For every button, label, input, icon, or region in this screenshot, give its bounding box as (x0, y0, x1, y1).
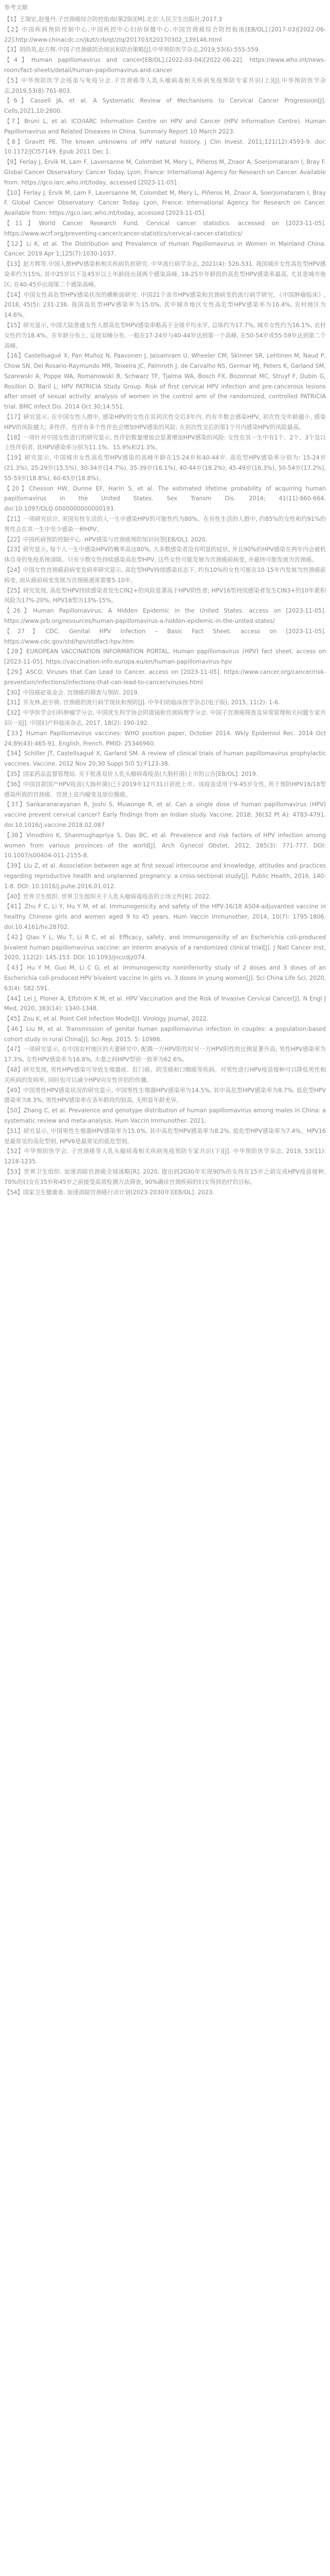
reference-item: 【29】ASCO. Viruses that Can Lead to Cancer. access on [2023-11-05]. https://www.cancer.org/cancer/risk-prevention/infections/infections-that-can-lead-to-cancer/viruses.html (4, 669, 326, 686)
reference-item: 【32】中华医学会妇科肿瘤学分会, 中国优生科学协会阴道镜和宫颈病理学分会. 中国子宫颈癌筛查及异常管理相关问题专家共识(一)[J]. 中国妇产科临床杂志, 2017, 18(2): 190-192. (4, 709, 326, 726)
reference-item: 【30】中国癌症基金会. 宫颈癌的筛查与预防. 2019. (4, 689, 139, 696)
reference-item: 【45】Zou K, et al. Point Cell Infection Model[J]. Virology Journal, 2022. (4, 1015, 208, 1023)
reference-item: 【17】研究显示, 在中国女性人群中, 感染HPV的女性在其初次性交后3年内, 约有半数会感染HPV, 初次性交年龄越小, 感染HPV的风险越大; 多性伴、性伴有多个性伴也会增加HPV感染的风险; 在初次性交后的第1个月内感染HPV的风险最高。 (4, 414, 326, 431)
references-heading: 参考文献 (4, 4, 28, 11)
reference-item: 【6】Cassell JA, et al. A Systematic Review of Mechanisms to Cervical Cancer Progression[J]. Cells,2021,10:2800. (4, 97, 326, 115)
reference-item: 【35】国家药品监督管理局. 关于批准双价人乳头瘤病毒疫苗(大肠杆菌)上市的公告[EB/OL]. 2019. (4, 770, 258, 777)
reference-item: 【26】Human Papillomavirus: A Hidden Epidemic in the United States. access on [2023-11-05]. https://www.prb.org/resources/human-papillomavirus-a-hidden-epidemic-in-the-united-states/ (4, 607, 326, 625)
reference-item: 【3】胡尚英,赵方辉.中国子宫颈癌防治现状和防治策略[J].中华预防医学杂志,2019,53(6):555-559. (4, 46, 260, 54)
reference-item: 【48】研究发现, 男性HPV感染可导致生殖器疣、肛门癌、阴茎癌和口咽癌等疾病。对男性进行HPV疫苗接种可以降低男性相关疾病的发病率, 同时也可以减少HPV向女性伴侣的传播。 (4, 1066, 326, 1083)
reference-item: 【22】中国疾病预防控制中心. HPV感染与宫颈癌预防知识问答[EB/OL]. 2020. (4, 536, 208, 543)
reference-item: 【21】一项研究估计, 美国有性生活的人一生中感染HPV的可能性约为80%。在有性生活的人群中, 约85%的女性和约91%的男性会在其一生中至少感染一种HPV。 (4, 516, 326, 533)
reference-item: 【39】Liu Z, et al. Association between age at first sexual intercourse and knowledge, attitudes and practices regarding reproductive health and unplanned pregnancy: a cross-sectional study[J]. Public Health, 2016, 140: 1-8. DOI: 10.1016/j.puhe.2016.01.012. (4, 862, 326, 890)
reference-item: 【28】EUROPEAN VACCINATION INFORMATION PORTAL. Human papillomavirus (HPV) fact sheet. access on [2023-11-05]. https://vaccination-info.europa.eu/en/human-papillomavirus-hpv (4, 648, 326, 666)
reference-item: 【49】中国男性HPV感染状况的研究显示, 中国男性生殖器HPV感染率为14.5%, 其中高危型HPV感染率为8.7%, 低危型HPV感染率为8.3%; 男性HPV感染率在各年龄段均较高, 无明显年龄差异。 (4, 1087, 326, 1104)
reference-page (0, 0, 330, 1210)
reference-item: 【24】中国女性宫颈癌前病变发病率研究显示, 高危型HPV持续感染状态下, 约有10%的女性可能在10-15年内发展为宫颈癌前病变, 而从癌前病变发展为宫颈癌通常需要5-10年。 (4, 567, 326, 584)
reference-item: 【33】Human Papillomavirus vaccines: WHO position paper, October 2014. Wkly Epidemiol Rec. 2014 Oct 24;89(43):465-91. English, French. PMID: 25346960. (4, 730, 326, 747)
reference-item: 【53】世界卫生组织. 加速消除宫颈癌全球战略[R]. 2020. 提出到2030年实现90%的女孩在15岁之前完成HPV疫苗接种, 70%的妇女在35岁和45岁之前接受高效检测方法筛查, 90%确诊宫颈疾病的妇女得到治疗的目标。 (4, 1168, 326, 1185)
reference-item: 【43】Hu Y M, Guo M, Li C G, et al. Immunogenicity noninferiority study of 2 doses and 3 doses of an Escherichia coli-produced HPV bivalent vaccine in girls vs. 3 doses in young women[J]. Sci China Life Sci, 2020, 63(4): 582-591. (4, 964, 326, 992)
reference-item: 【37】Sankaranarayanan R, Joshi S, Muwonge R, et al. Can a single dose of human papillomavirus (HPV) vaccine prevent cervical cancer? Early findings from an Indian study. Vaccine. 2018; 36(32 Pt A): 4783-4791. doi:10.1016/j.vaccine.2018.02.087 (4, 801, 326, 828)
reference-item: 【20】Chesson HW, Dunne EF, Hariri S, et al. The estimated lifetime probability of acquiring human papillomavirus in the United States. Sex Transm Dis. 2014; 41(11):660-664. doi:10.1097/OLQ.0000000000000193. (4, 485, 326, 513)
reference-list (4, 14, 326, 1197)
reference-item: 【42】Qiao Y L, Wu T, Li R C, et al. Efficacy, safety, and immunogenicity of an Escherichia coli-produced bivalent human papillomavirus vaccine: an interim analysis of a randomized clinical trial[J]. J Natl Cancer Inst, 2020, 112(2): 145-153. DOI: 10.1093/jnci/djz074. (4, 934, 326, 961)
reference-item: 【9】Ferlay J, Ervik M, Lam F, Laversanne M, Colombet M, Mery L, Piñeros M, Znaor A, Soerjomataram I, Bray F. Global Cancer Observatory: Cancer Today. Lyon, France: International Agency for Research on Cancer. Available from: https://gco.iarc.who.int/today, accessed [2023-11-05]. (4, 159, 326, 186)
reference-item: 【19】研究显示, 中国城市女性高危型HPV感染的高峰年龄在15-24岁和40-44岁, 高危型HPV感染率分别为: 15-24岁(21.3%), 25-29岁(15.5%), 30-34岁(14.7%), 35-39岁(16.1%), 40-44岁(18.2%), 45-49岁(16.3%), 50-54岁(17.2%), 55-59岁(18.8%), 60-65岁(18.8%)。 (4, 454, 326, 482)
reference-item: 【47】一项研究显示, 在中国农村地区的夫妻研究中, 配偶一方HPV阳性时另一方HPV阳性的比例显著升高; 男性HPV感染率为17.3%, 女性HPV感染率为16.8%, 夫妻之间HPV型别一致率为62.6%。 (4, 1046, 326, 1063)
reference-item: 【18】一项针对中国女性进行的研究显示, 性伴侣数量增加会显著增加HPV感染的风险: 女性在其一生中有1个、2个、3个及以上性伴侣者, 其HPV感染率分别为11.1%、15.9%和21.3%。 (4, 434, 326, 451)
reference-item: 【14】中国女性高危型HPV感染状况的横断面研究: 中国21个省市HPV感染和宫颈病变的流行病学研究。《中国肿瘤临床》, 2018, 45(5): 231-236. 我国高危型HPV感染率为15.0%, 其中城市地区女性高危型HPV感染率为16.4%, 农村地区为14.6%。 (4, 291, 326, 319)
reference-item: 【13】赵方辉等.中国人群HPV感染和相关疾病负担研究. 中华流行病学杂志, 2021(4): 526-531. 我国城市女性高危型HPV感染率约为15%, 其中25岁以下及45岁以上年龄段出现两个感染高峰, 18-25岁年龄段的高危型HPV感染率最高, 尤其是城市地区; 在40-45岁出现第二个感染高峰。 (4, 261, 326, 288)
reference-item: 【31】乔友林,赵宇倩. 宫颈癌的流行病学现状和预防[J]. 中华妇幼临床医学杂志(电子版), 2015, 11(2): 1-6. (4, 699, 280, 706)
reference-item: 【36】中国首款国产HPV疫苗(大肠杆菌)已于2019年12月31日获批上市。该疫苗适用于9-45岁女性, 用于预防HPV16/18型感染所致的宫颈癌、宫颈上皮内瘤变及原位腺癌。 (4, 781, 326, 798)
reference-item: 【44】Lei J, Ploner A, Elfström K M, et al. HPV Vaccination and the Risk of Invasive Cervical Cancer[J]. N Engl J Med, 2020, 383(14): 1340-1348. (4, 995, 326, 1012)
reference-item: 【4】Human papillomavirus and cancer[EB/OL].(2022-03-04)[2022-06-22]. https://www.who.int/news-room/fact-sheets/detail/human-papillomavirus-and-cancer (4, 57, 326, 74)
reference-item: 【25】研究发现, 高危型HPV持续感染者发生CIN2+的风险显著高于HPV阴性者; HPV16型持续感染者发生CIN3+的10年累积风险为17%-20%, HPV18型为13%-15%。 (4, 587, 326, 604)
reference-item: 【46】Liu M, et al. Transmission of genital human papillomavirus infection in couples: a population-based cohort study in rural China[J]. Sci Rep, 2015, 5: 10986. (4, 1025, 326, 1043)
reference-item: 【34】Schiller JT, Castellsagué X, Garland SM. A review of clinical trials of human papillomavirus prophylactic vaccines. Vaccine. 2012 Nov 20;30 Suppl 5(0 5):F123-38. (4, 750, 326, 768)
reference-item: 【8】Gravitt PE. The known unknowns of HPV natural history. J Clin Invest. 2011;121(12):4593-9. doi: 10.1172/JCI57149. Epub 2011 Dec 1. (4, 138, 326, 156)
reference-item: 【41】Zhu F C, Li Y, Hu Y M, et al. Immunogenicity and safety of the HPV-16/18 AS04-adjuvanted vaccine in healthy Chinese girls and women aged 9 to 45 years. Hum Vaccin Immunother, 2014, 10(7): 1795-1806. doi:10.4161/hv.28702. (4, 903, 326, 930)
reference-item: 【10】Ferlay J, Ervik M, Lam F, Laversanne M, Colombet M, Mery L, Piñeros M, Znaor A, Soerjomataram I, Bray F. Global Cancer Observatory: Cancer Today. Lyon, France: International Agency for Research on Cancer. Available from: https://gco.iarc.who.int/today, accessed [2023-11-05]. (4, 189, 326, 217)
reference-item: 【50】Zhang C, et al. Prevalence and genotype distribution of human papillomavirus among males in China: a systematic review and meta-analysis. Hum Vaccin Immunother. 2021. (4, 1107, 326, 1125)
reference-item: 【51】研究显示, 中国男性生殖器HPV感染率为15.0%, 其中高危型HPV感染率为8.2%, 低危型HPV感染率为7.4%。HPV16是最常见的高危型别, HPV6是最常见的低危型别。 (4, 1127, 326, 1145)
reference-item: 【1】王瑞宏,赵曼丹.子宫颈癌综合防控指南(第2版)[M].北京:人民卫生出版社,2017.3 (4, 16, 222, 23)
reference-item: 【38】Vinodhini K, Shanmughapriya S, Das BC, et al. Prevalence and risk factors of HPV infection among women from various provinces of the world[J]. Arch Gynecol Obstet, 2012, 285(3): 771-777. DOI: 10.1007/s00404-011-2155-8. (4, 832, 326, 859)
reference-item: 【7】Bruni L, et al. ICO/IARC Information Centre on HPV and Cancer (HPV Information Centre). Human Papillomavirus and Related Diseases in China. Summary Report 10 March 2023. (4, 117, 326, 135)
reference-item: 【23】研究显示, 每个人一生中感染HPV的概率高达80%, 大多数感染者没有明显的症状, 并且90%的HPV感染在两年内会被机体自身的免疫系统清除。只有少数女性持续感染高危型HPV, 这些女性可能发展为宫颈癌前病变, 并最终可能发展为宫颈癌。 (4, 546, 326, 564)
reference-item: 【40】世界卫生组织. 世界卫生组织关于人乳头瘤病毒疫苗的立场文件[R]. 2022. (4, 893, 211, 900)
reference-item: 【54】国家卫生健康委. 加速消除宫颈癌行动计划(2023-2030年)[EB/OL]. 2023. (4, 1189, 214, 1196)
reference-item: 【12】Li K, et al. The Distribution and Prevalence of Human Papillomavirus in Women in Mainland China. Cancer. 2019 Apr 1;125(7):1030-1037. (4, 240, 326, 258)
reference-item: 【2】中国疾病预防控制中心,中国疾控中心妇幼保健中心.中国宫颈癌综合防控指南[EB/OL].(2017-03)[2022-06-22].http://www.chinacdc.cn/jkzt/crb/qt/zlq/201703/t20170302_139146.html (4, 26, 326, 43)
reference-item: 【11】World Cancer Research Fund. Cervical cancer statistics. accessed on [2023-11-05]. https://www.wcrf.org/preventing-cancer/cancer-statistics/cervical-cancer-statistics/ (4, 219, 326, 237)
reference-item: 【5】中华预防医学会疫苗与免疫分会.子宫颈癌等人乳头瘤病毒相关疾病免疫预防专家共识(上)[J].中华预防医学杂志,2019,53(8):761-803. (4, 77, 326, 94)
reference-item: 【15】研究显示, 中国大陆普通女性人群高危型HPV感染率略高于全球平均水平, 总体约为17.7%, 城市女性约为16.1%, 农村女性约为18.4%。在年龄分布上, 呈现双峰分布, 一般在17-24岁与40-44岁达到第一个高峰, 在50-54岁或55-59岁达到第二个高峰。 (4, 321, 326, 349)
reference-item: 【27】CDC. Genital HPV Infection – Basic Fact Sheet. access on [2023-11-05]. https://www.cdc.gov/std/hpv/stdfact-hpv.htm (4, 628, 326, 645)
reference-item: 【16】Castellsagué X, Pan Muñoz N, Paavonen J, Jaisamrarn U, Wheeler CM, Skinner SR, Lehtinen M, Naud P, Chow SN, Del Rosario-Raymundo MR, Teixeira JC, Palmroth J, de Carvalho NS, Germar MJ, Peters K, Garland SM, Szarewski A, Poppe WA, Romanowski B, Schwarz TF, Tjalma WA, Bosch FX, Bozonnat MC, Struyf F, Dubin G, Rosillon D, Baril L; HPV PATRICIA Study Group. Risk of first cervical HPV infection and pre-cancerous lesions after onset of sexual activity: analysis of women in the control arm of the randomized, controlled PATRICIA trial. BMC Infect Dis. 2014 Oct 30;14:551. (4, 352, 326, 411)
reference-item: 【52】中华预防医学会. 子宫颈癌等人乳头瘤病毒相关疾病免疫预防专家共识(下)[J]. 中华预防医学杂志, 2019, 53(11): 1218-1235. (4, 1148, 326, 1165)
